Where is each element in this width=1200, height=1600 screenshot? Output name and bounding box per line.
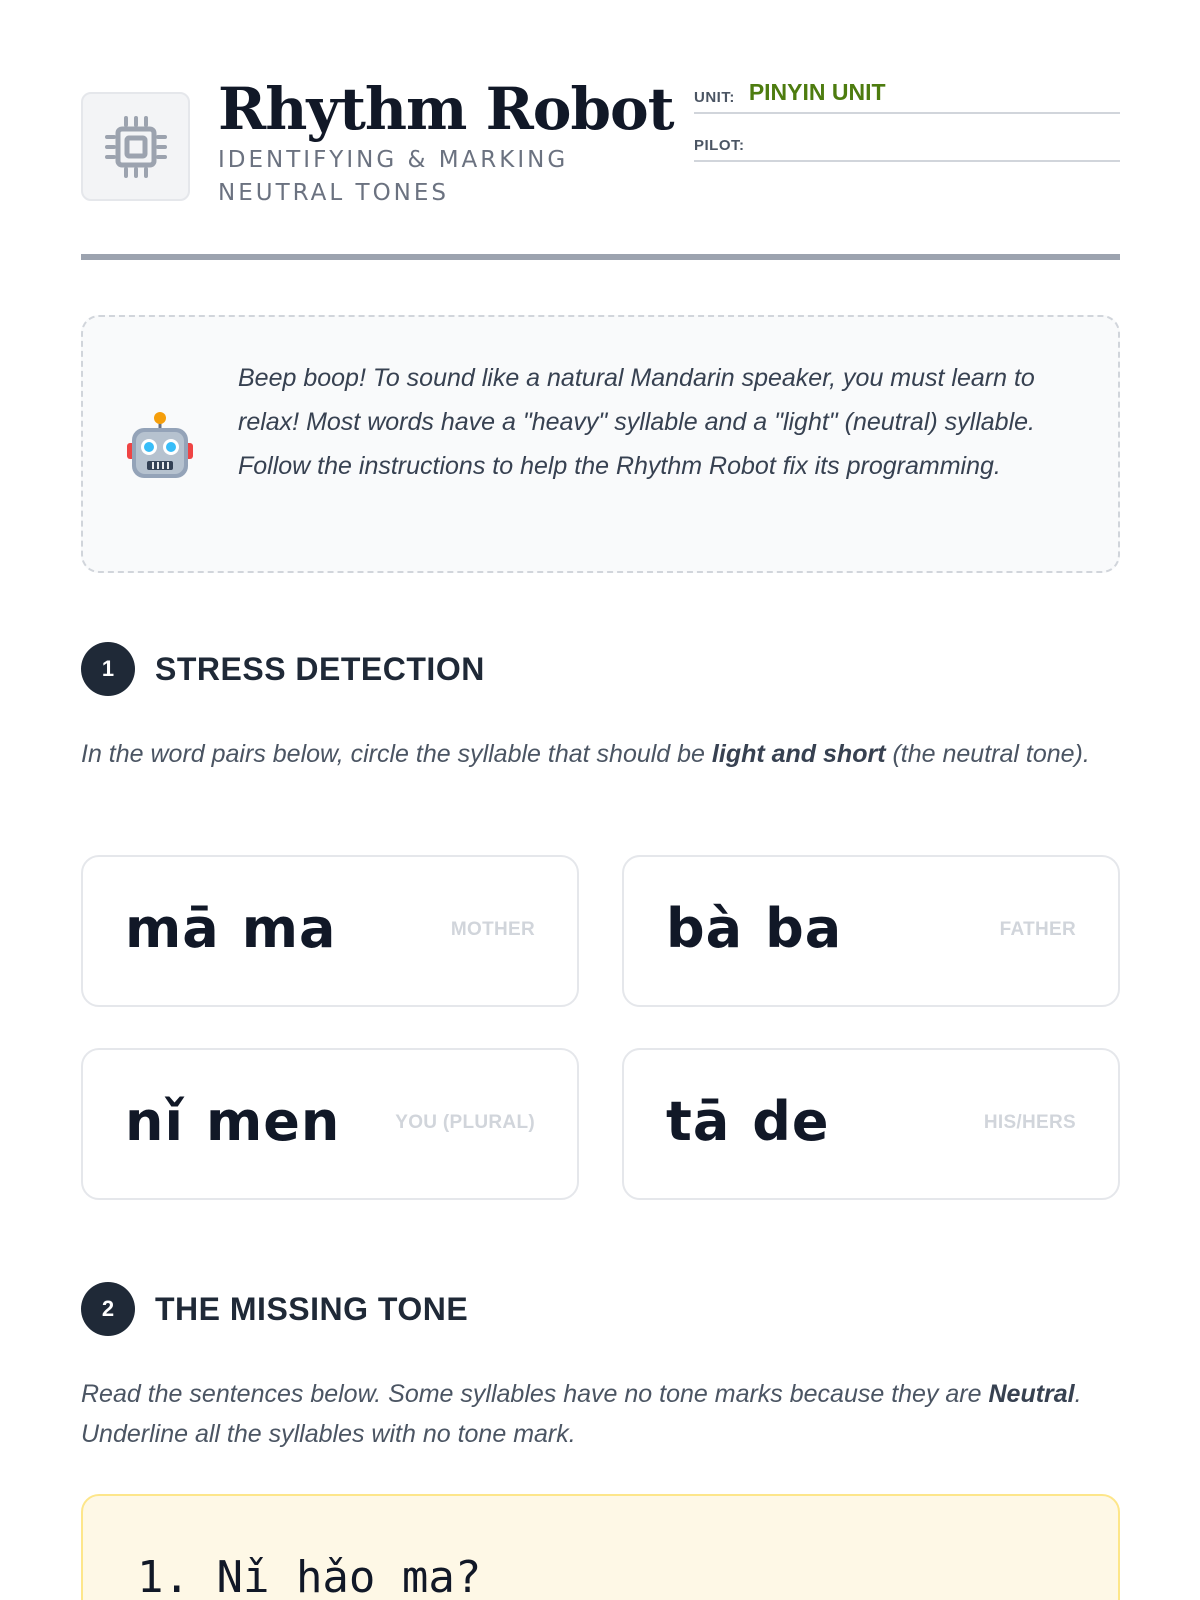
word-meaning: MOTHER <box>450 919 535 940</box>
word-pair <box>666 1090 830 1153</box>
word-meaning: YOU (PLURAL) <box>395 1112 535 1133</box>
word-pair-card <box>81 1048 579 1200</box>
word-pair <box>666 897 842 960</box>
word-meaning: FATHER <box>999 919 1076 940</box>
word-pair-card <box>81 855 579 1007</box>
section-1-instruction <box>81 734 1120 774</box>
instruction-text: Read the sentences below. Some syllables have no tone marks because they are <box>81 1380 989 1408</box>
title-block <box>218 75 674 210</box>
instruction-text: In the word pairs below, circle the syllable that should be <box>81 740 712 768</box>
light-syllable[interactable]: ba <box>765 897 843 960</box>
meta-fields <box>694 80 1120 176</box>
chip-logo <box>81 92 190 201</box>
intro-box <box>81 315 1120 573</box>
word-pair-card <box>622 855 1120 1007</box>
instruction-emphasis: light and short <box>711 740 886 768</box>
instruction-text-end: . Underline all the syllables with no tone mark. <box>81 1380 1082 1448</box>
page-subtitle: IDENTIFYING & MARKING NEUTRAL TONES <box>218 146 569 206</box>
word-pair <box>125 897 336 960</box>
section-2-instruction <box>81 1374 1120 1454</box>
instruction-text-end: (the neutral tone). <box>885 740 1090 768</box>
section-1-number: 1 <box>81 642 135 696</box>
pilot-field[interactable] <box>694 128 1120 162</box>
sentence[interactable]: 1. Nǐ hǎo ma? <box>137 1552 482 1600</box>
heavy-syllable[interactable]: nǐ <box>125 1090 184 1153</box>
section-1-title: STRESS DETECTION <box>155 650 485 687</box>
light-syllable[interactable]: de <box>752 1090 830 1153</box>
unit-label: UNIT: <box>694 89 735 106</box>
section-2-number: 2 <box>81 1282 135 1336</box>
heavy-syllable[interactable]: mā <box>125 897 220 960</box>
worksheet <box>81 0 1120 1600</box>
intro-text: Beep boop! To sound like a natural Mandarin speaker, you must learn to relax! Most words have a "heavy" syllable and a "light" (neutral) syllable. Follow the instructions to help the Rhythm Robot fix its programming. <box>238 364 1035 480</box>
word-pair <box>125 1090 340 1153</box>
pilot-label: PILOT: <box>694 137 745 154</box>
section-2-heading <box>81 1282 468 1336</box>
light-syllable[interactable]: men <box>205 1090 341 1153</box>
heavy-syllable[interactable]: tā <box>666 1090 731 1153</box>
sentence-box <box>81 1494 1120 1600</box>
instruction-emphasis: Neutral <box>988 1380 1075 1408</box>
section-2-title: THE MISSING TONE <box>155 1290 469 1327</box>
page-title: Rhythm Robot <box>218 75 674 143</box>
heavy-syllable[interactable]: bà <box>666 897 744 960</box>
word-pair-card <box>622 1048 1120 1200</box>
light-syllable[interactable]: ma <box>241 897 337 960</box>
unit-value: PINYIN UNIT <box>748 79 886 105</box>
robot-icon <box>125 409 195 481</box>
word-meaning: HIS/HERS <box>983 1112 1076 1133</box>
section-1-heading <box>81 642 485 696</box>
chip-icon <box>104 115 168 179</box>
unit-field <box>694 80 1120 114</box>
header-divider <box>81 254 1120 260</box>
header <box>81 0 1120 262</box>
